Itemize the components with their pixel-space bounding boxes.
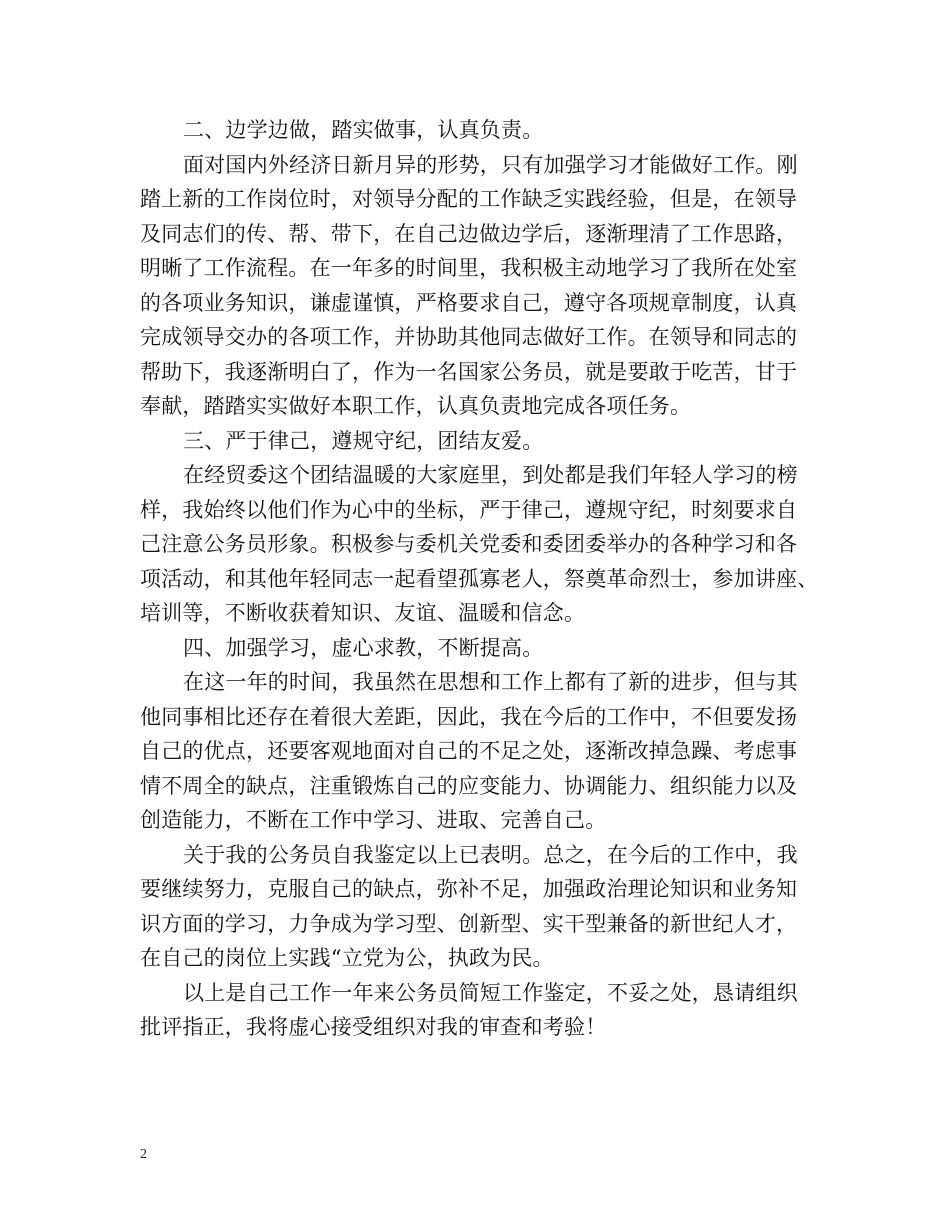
paragraph-line: 面对国内外经济日新月异的形势，只有加强学习才能做好工作。刚: [183, 152, 798, 177]
paragraph-line: 项活动，和其他年轻同志一起看望孤寡老人，祭奠革命烈士，参加讲座、: [140, 566, 819, 591]
paragraph-line: 的各项业务知识，谦虚谨慎，严格要求自己，遵守各项规章制度，认真: [140, 290, 798, 315]
paragraph-line: 在经贸委这个团结温暖的大家庭里，到处都是我们年轻人学习的榜: [183, 463, 798, 487]
document-body: [140, 113, 820, 1045]
paragraph-line: 帮助下，我逐渐明白了，作为一名国家公务员，就是要敢于吃苦，甘于: [140, 359, 798, 384]
section-heading: 二、边学边做，踏实做事，认真负责。: [183, 118, 544, 142]
paragraph-line: 他同事相比还存在着很大差距，因此，我在今后的工作中，不但要发扬: [140, 704, 798, 729]
paragraph-line: 完成领导交办的各项工作，并协助其他同志做好工作。在领导和同志的: [140, 325, 798, 349]
paragraph-line: 以上是自己工作一年来公务员简短工作鉴定，不妥之处，恳请组织: [183, 980, 798, 1005]
paragraph-line: 及同志们的传、帮、带下，在自己边做边学后，逐渐理清了工作思路，: [140, 221, 798, 246]
paragraph-line: 踏上新的工作岗位时，对领导分配的工作缺乏实践经验，但是，在领导: [140, 187, 798, 211]
paragraph-line: 培训等，不断收获着知识、友谊、温暖和信念。: [140, 601, 586, 625]
paragraph-line: 情不周全的缺点，注重锻炼自己的应变能力、协调能力、组织能力以及: [140, 773, 798, 798]
paragraph-line: 在这一年的时间，我虽然在思想和工作上都有了新的进步，但与其: [183, 670, 798, 694]
page-number: 2: [140, 1147, 147, 1162]
section-heading: 三、严于律己，遵规守纪，团结友爱。: [183, 428, 544, 453]
paragraph-line: 明晰了工作流程。在一年多的时间里，我积极主动地学习了我所在处室: [140, 256, 798, 280]
paragraph-line: 识方面的学习，力争成为学习型、创新型、实干型兼备的新世纪人才，: [140, 911, 798, 936]
paragraph-line: 要继续努力，克服自己的缺点，弥补不足，加强政治理论知识和业务知: [140, 877, 798, 901]
paragraph-line: 创造能力，不断在工作中学习、进取、完善自己。: [140, 808, 607, 832]
paragraph-line: 在自己的岗位上实践“立党为公，执政为民。: [140, 946, 554, 970]
paragraph-line: 奉献，踏踏实实做好本职工作，认真负责地完成各项任务。: [140, 394, 692, 418]
section-heading: 四、加强学习，虚心求教，不断提高。: [183, 635, 544, 660]
paragraph-line: 自己的优点，还要客观地面对自己的不足之处，逐渐改掉急躁、考虑事: [140, 739, 798, 763]
paragraph-line: 样，我始终以他们作为心中的坐标，严于律己，遵规守纪，时刻要求自: [140, 497, 798, 522]
paragraph-line: 己注意公务员形象。积极参与委机关党委和委团委举办的各种学习和各: [140, 532, 798, 556]
paragraph-line: 关于我的公务员自我鉴定以上已表明。总之，在今后的工作中，我: [183, 842, 798, 867]
paragraph-line: 批评指正，我将虚心接受组织对我的审查和考验！: [140, 1015, 607, 1039]
